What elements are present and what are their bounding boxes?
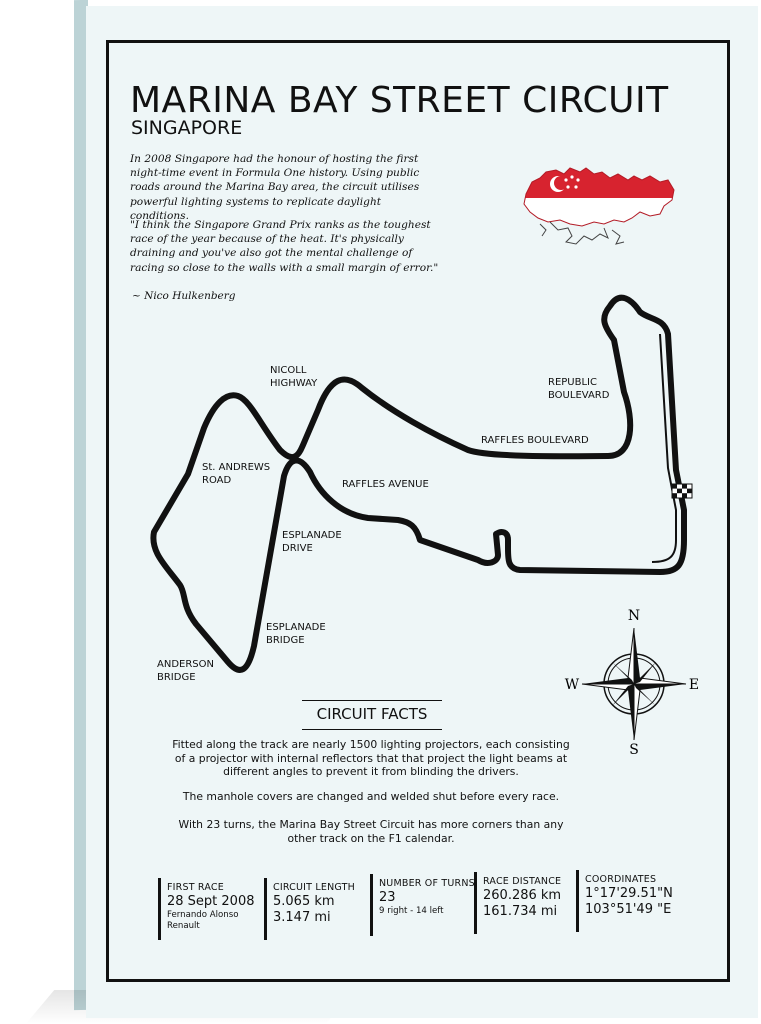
stat-length-mi: 3.147 mi [273, 910, 331, 925]
stat-race-distance [474, 872, 561, 934]
fact-lighting: Fitted along the track are nearly 1500 lighting projectors, each consisting of a projector with internal reflectors that that project the light beams at different angles to prevent it from blinding the drivers. [172, 738, 570, 779]
compass-west-label: W [564, 677, 580, 693]
compass-south-label: S [629, 742, 639, 756]
label-st-andrews-road: St. ANDREWS ROAD [202, 462, 271, 486]
stat-turns-value: 23 [379, 890, 396, 905]
label-raffles-avenue: RAFFLES AVENUE [342, 479, 429, 490]
quote-author: ~ Nico Hulkenberg [132, 290, 236, 302]
stat-length-km: 5.065 km [273, 894, 335, 909]
stat-first-race-team: Renault [167, 921, 200, 931]
stat-circuit-length [264, 878, 355, 940]
stat-distance-km: 260.286 km [483, 888, 562, 903]
label-anderson-bridge: ANDERSON BRIDGE [157, 659, 214, 683]
stat-first-race [158, 878, 255, 940]
label-raffles-boulevard: RAFFLES BOULEVARD [481, 435, 589, 446]
compass-rose-icon [560, 604, 700, 756]
stat-distance-mi: 161.734 mi [483, 904, 558, 919]
circuit-facts-title: CIRCUIT FACTS [302, 700, 442, 730]
poster-subtitle: SINGAPORE [131, 117, 243, 139]
stat-coordinates-lon: 103°51'49 "E [585, 902, 672, 917]
stat-first-race-value: 28 Sept 2008 [167, 894, 255, 909]
fact-turns: With 23 turns, the Marina Bay Street Circuit has more corners than any other track on the F1 calendar. [178, 818, 564, 845]
intro-text: In 2008 Singapore had the honour of hosting the first night-time event in Formula One history. Using public roads around the Marina Bay area, the circuit utilises powerful lighting systems to replicate daylight conditions. [130, 153, 420, 222]
driver-quote: "I think the Singapore Grand Prix ranks as the toughest race of the year because of the heat. It's physically draining and you've also got the mental challenge of racing so close to the walls with a small margin of error." [130, 219, 439, 274]
compass-north-label: N [627, 608, 641, 624]
label-nicoll-highway: NICOLL HIGHWAY [270, 365, 318, 389]
label-esplanade-bridge: ESPLANADE BRIDGE [266, 622, 326, 646]
label-republic-boulevard: REPUBLIC BOULEVARD [548, 377, 610, 401]
stat-length-label: CIRCUIT LENGTH [273, 882, 355, 893]
stat-first-race-label: FIRST RACE [167, 882, 224, 893]
poster-title: MARINA BAY STREET CIRCUIT [130, 80, 669, 121]
label-esplanade-drive: ESPLANADE DRIVE [282, 530, 342, 554]
stat-turns-detail: 9 right - 14 left [379, 906, 444, 916]
fact-manhole: The manhole covers are changed and welded shut before every race. [182, 790, 560, 803]
stat-coordinates-label: COORDINATES [585, 874, 657, 885]
stat-number-of-turns [370, 874, 475, 936]
compass-east-label: E [688, 677, 700, 693]
stat-first-race-driver: Fernando Alonso [167, 910, 239, 920]
stat-turns-label: NUMBER OF TURNS [379, 878, 475, 889]
stat-coordinates-lat: 1°17'29.51"N [585, 886, 673, 901]
stat-coordinates [576, 870, 673, 932]
stat-distance-label: RACE DISTANCE [483, 876, 562, 887]
